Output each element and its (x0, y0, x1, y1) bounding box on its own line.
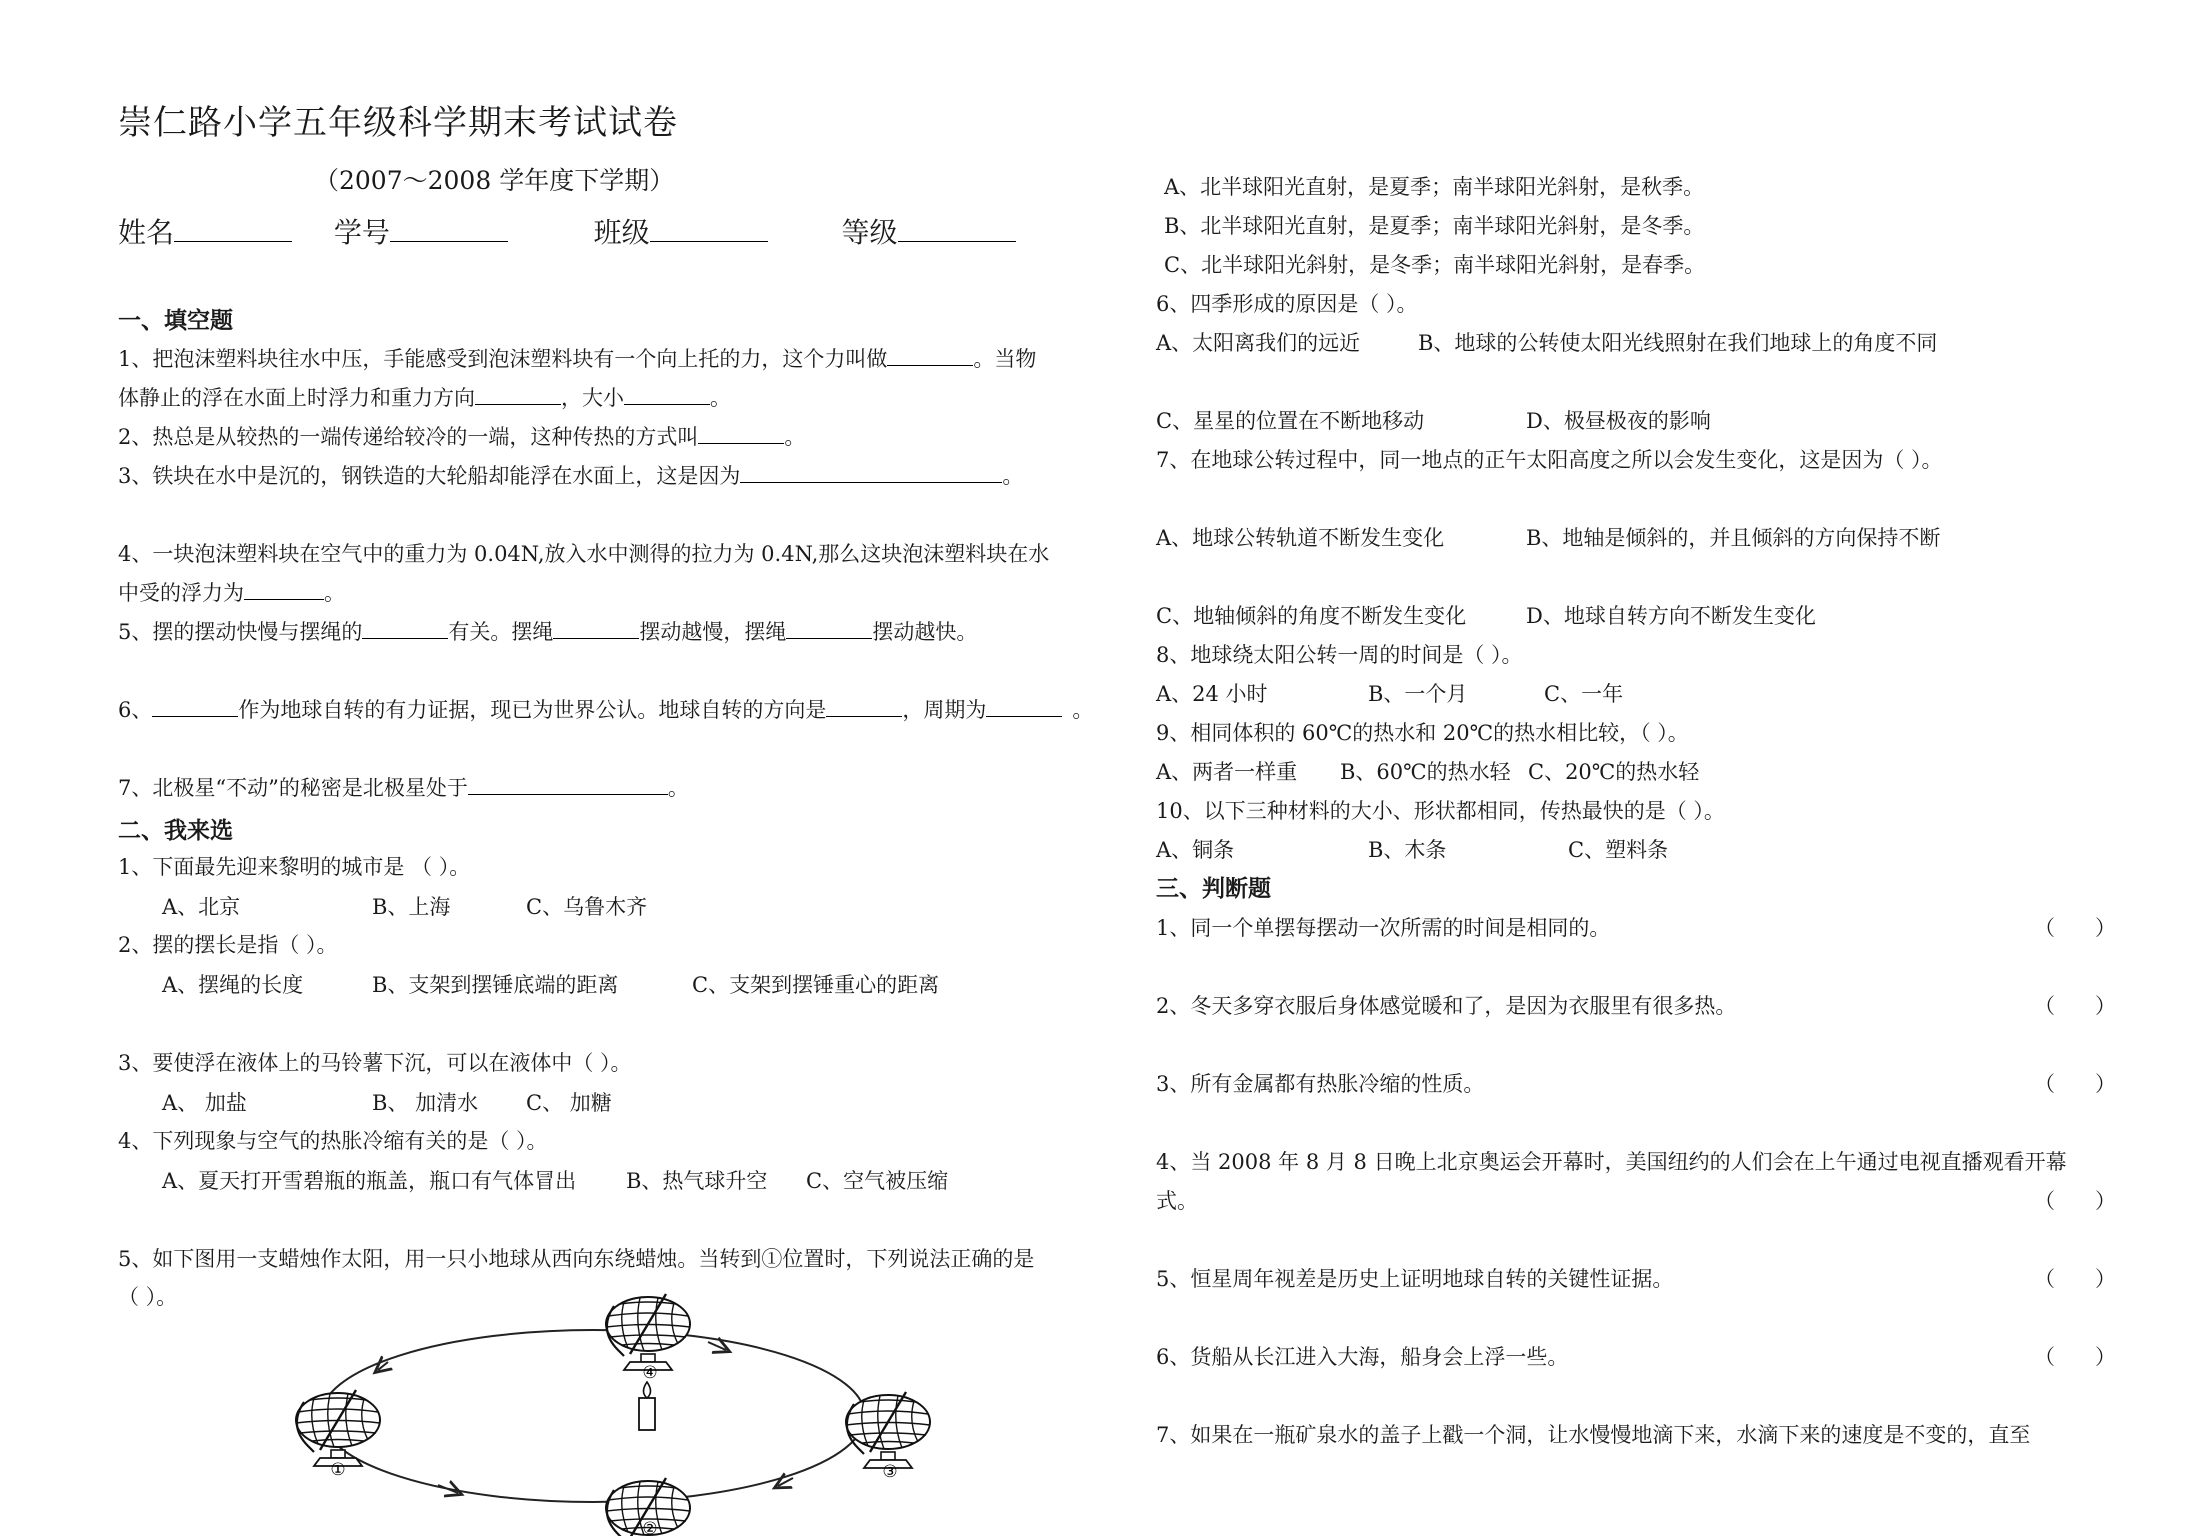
grade-blank[interactable] (898, 221, 1016, 242)
section-fill-blank-heading: 一、填空题 (118, 308, 233, 334)
grade-label: 等级 (841, 216, 898, 249)
choice-question-8-options (1156, 679, 1623, 709)
option[interactable]: A、铜条 (1156, 838, 1235, 862)
answer-blank[interactable] (362, 618, 448, 639)
choice-question-3: 3、要使浮在液体上的马铃薯下沉，可以在液体中（ ）。 (118, 1051, 632, 1075)
globe-icon (296, 1390, 380, 1466)
choice-question-4: 4、下列现象与空气的热胀冷缩有关的是（ ）。 (118, 1129, 548, 1153)
candle-icon (639, 1382, 655, 1430)
option[interactable]: C、支架到摆锤重心的距离 (692, 973, 940, 997)
judge-question-2: 2、冬天多穿衣服后身体感觉暖和了，是因为衣服里有很多热。 (1156, 994, 1737, 1018)
choice-question-10: 10、以下三种材料的大小、形状都相同，传热最快的是（ ）。 (1156, 799, 1725, 823)
answer-blank[interactable] (986, 696, 1062, 717)
choice-question-6-options-cont (1156, 406, 1711, 436)
answer-blank[interactable] (740, 462, 1002, 483)
judge-question-1: 1、同一个单摆每摆动一次所需的时间是相同的。 (1156, 916, 1611, 940)
orbit-diagram (238, 1290, 958, 1536)
choice-question-2: 2、摆的摆长是指（ ）。 (118, 933, 338, 957)
option[interactable]: C、星星的位置在不断地移动 (1156, 409, 1425, 433)
globe-icon (846, 1392, 930, 1468)
position-label-3: ③ (882, 1462, 898, 1482)
answer-blank[interactable] (152, 696, 238, 717)
choice-question-7-options (1156, 523, 1940, 553)
option[interactable]: C、乌鲁木齐 (526, 895, 648, 919)
orbit-arrow (438, 1485, 458, 1493)
answer-blank[interactable] (887, 345, 973, 366)
option[interactable]: B、北半球阳光直射，是夏季；南半球阳光斜射，是冬季。 (1164, 214, 1705, 238)
choice-question-2-options (162, 970, 939, 1000)
answer-blank[interactable] (624, 384, 710, 405)
page-subtitle: （2007～2008 学年度下学期） (314, 166, 675, 195)
name-label: 姓名 (118, 216, 175, 249)
option[interactable]: A、摆绳的长度 (162, 973, 304, 997)
option[interactable]: A、24 小时 (1156, 682, 1268, 706)
option[interactable]: B、 加清水 (372, 1091, 479, 1115)
choice-question-7-options-cont (1156, 601, 1816, 631)
option[interactable]: C、北半球阳光斜射，是冬季；南半球阳光斜射，是春季。 (1164, 253, 1706, 277)
answer-blank[interactable] (826, 696, 902, 717)
option[interactable]: D、极昼极夜的影响 (1526, 409, 1711, 433)
class-blank[interactable] (650, 221, 768, 242)
number-blank[interactable] (390, 221, 508, 242)
option[interactable]: C、20℃的热水轻 (1528, 760, 1700, 784)
option[interactable]: B、地球的公转使太阳光线照射在我们地球上的角度不同 (1418, 331, 1938, 355)
option[interactable]: A、北京 (162, 895, 241, 919)
judge-question-3: 3、所有金属都有热胀冷缩的性质。 (1156, 1072, 1485, 1096)
choice-question-5: 5、如下图用一支蜡烛作太阳，用一只小地球从西向东绕蜡烛。当转到①位置时，下列说法正确的是 (118, 1247, 1035, 1271)
judge-question-4-cont: 式。 (1156, 1189, 1198, 1213)
option[interactable]: A、夏天打开雪碧瓶的瓶盖，瓶口有气体冒出 (162, 1169, 577, 1193)
choice-question-4-options (162, 1166, 948, 1196)
name-blank[interactable] (174, 221, 292, 242)
option[interactable]: B、热气球升空 (626, 1169, 768, 1193)
position-label-2: ② (642, 1519, 658, 1536)
option[interactable]: A、地球公转轨道不断发生变化 (1156, 526, 1445, 550)
choice-question-1-options (162, 892, 647, 922)
answer-blank[interactable] (698, 423, 784, 444)
answer-paren[interactable]: （ ） (2033, 1189, 2116, 1213)
choice-question-10-options (1156, 835, 1668, 865)
answer-paren[interactable]: （ ） (2033, 1072, 2116, 1096)
number-label: 学号 (333, 216, 390, 249)
position-label-4: ④ (642, 1363, 658, 1383)
judge-question-7: 7、如果在一瓶矿泉水的盖子上戳一个洞，让水慢慢地滴下来，水滴下来的速度是不变的，直至 (1156, 1423, 2031, 1447)
answer-paren[interactable]: （ ） (2033, 1267, 2116, 1291)
answer-paren[interactable]: （ ） (2033, 1345, 2116, 1369)
option[interactable]: B、木条 (1368, 838, 1447, 862)
section-choice-heading: 二、我来选 (118, 818, 233, 844)
choice-question-3-options (162, 1088, 612, 1118)
choice-question-9-options (1156, 757, 1699, 787)
fill-question-5: 5、摆的摆动快慢与摆绳的 有关。摆绳 摆动越慢，摆绳 摆动越快。 (118, 620, 978, 644)
option[interactable]: C、塑料条 (1568, 838, 1669, 862)
option[interactable]: A、 加盐 (162, 1091, 247, 1115)
fill-question-3: 3、铁块在水中是沉的，钢铁造的大轮船却能浮在水面上，这是因为 。 (118, 464, 1024, 488)
section-judge-heading: 三、判断题 (1156, 876, 1271, 902)
choice-question-6-options (1156, 328, 1937, 358)
choice-question-5-cont: （ ）。 (118, 1285, 178, 1309)
option[interactable]: C、地轴倾斜的角度不断发生变化 (1156, 604, 1467, 628)
answer-blank[interactable] (475, 384, 561, 405)
choice-question-9: 9、相同体积的 60℃的热水和 20℃的热水相比较，（ ）。 (1156, 721, 1689, 745)
fill-question-6: 6、 作为地球自转的有力证据，现已为世界公认。地球自转的方向是 ，周期为 。 (118, 698, 1094, 722)
option[interactable]: A、太阳离我们的远近 (1156, 331, 1361, 355)
fill-question-1: 1、把泡沫塑料块往水中压，手能感受到泡沫塑料块有一个向上托的力，这个力叫做 。当物 (118, 347, 1037, 371)
option[interactable]: B、一个月 (1368, 682, 1468, 706)
fill-question-2: 2、热总是从较热的一端传递给较冷的一端，这种传热的方式叫 。 (118, 425, 806, 449)
option[interactable]: A、两者一样重 (1156, 760, 1298, 784)
option[interactable]: C、 加糖 (526, 1091, 612, 1115)
answer-blank[interactable] (786, 618, 872, 639)
answer-blank[interactable] (553, 618, 639, 639)
judge-question-4: 4、当 2008 年 8 月 8 日晚上北京奥运会开幕时，美国纽约的人们会在上午通过电视直播观看开幕 (1156, 1150, 2067, 1174)
choice-question-1: 1、下面最先迎来黎明的城市是 （ ）。 (118, 855, 471, 879)
answer-paren[interactable]: （ ） (2033, 916, 2116, 940)
fill-question-4: 4、一块泡沫塑料块在空气中的重力为 0.04N,放入水中测得的拉力为 0.4N,那么这块泡沫塑料块在水 (118, 542, 1050, 566)
student-info-row (118, 218, 1016, 248)
judge-question-5: 5、恒星周年视差是历史上证明地球自转的关键性证据。 (1156, 1267, 1674, 1291)
orbit-arrow (708, 1342, 726, 1350)
fill-question-1-cont: 体静止的浮在水面上时浮力和重力方向 ，大小 。 (118, 386, 731, 410)
choice-question-7: 7、在地球公转过程中，同一地点的正午太阳高度之所以会发生变化，这是因为（ ）。 (1156, 448, 1943, 472)
class-label: 班级 (593, 216, 650, 249)
answer-blank[interactable] (244, 579, 324, 600)
fill-question-7: 7、北极星“不动”的秘密是北极星处于 。 (118, 776, 689, 800)
choice-question-8: 8、地球绕太阳公转一周的时间是（ ）。 (1156, 643, 1523, 667)
globe-icon (606, 1294, 690, 1370)
option[interactable]: B、地轴是倾斜的，并且倾斜的方向保持不断 (1526, 526, 1941, 550)
option[interactable]: B、支架到摆锤底端的距离 (372, 973, 619, 997)
answer-paren[interactable]: （ ） (2033, 994, 2116, 1018)
judge-question-6: 6、货船从长江进入大海，船身会上浮一些。 (1156, 1345, 1569, 1369)
option[interactable]: B、上海 (372, 895, 451, 919)
fill-question-4-cont: 中受的浮力为 。 (118, 581, 345, 605)
answer-blank[interactable] (468, 774, 668, 795)
position-label-1: ① (330, 1460, 346, 1480)
page-title: 崇仁路小学五年级科学期末考试试卷 (118, 103, 678, 143)
option[interactable]: D、地球自转方向不断发生变化 (1526, 604, 1816, 628)
choice-question-6: 6、四季形成的原因是（ ）。 (1156, 292, 1418, 316)
option[interactable]: C、一年 (1544, 682, 1624, 706)
option[interactable]: B、60℃的热水轻 (1340, 760, 1511, 784)
option[interactable]: A、北半球阳光直射，是夏季；南半球阳光斜射，是秋季。 (1164, 175, 1705, 199)
option[interactable]: C、空气被压缩 (806, 1169, 949, 1193)
